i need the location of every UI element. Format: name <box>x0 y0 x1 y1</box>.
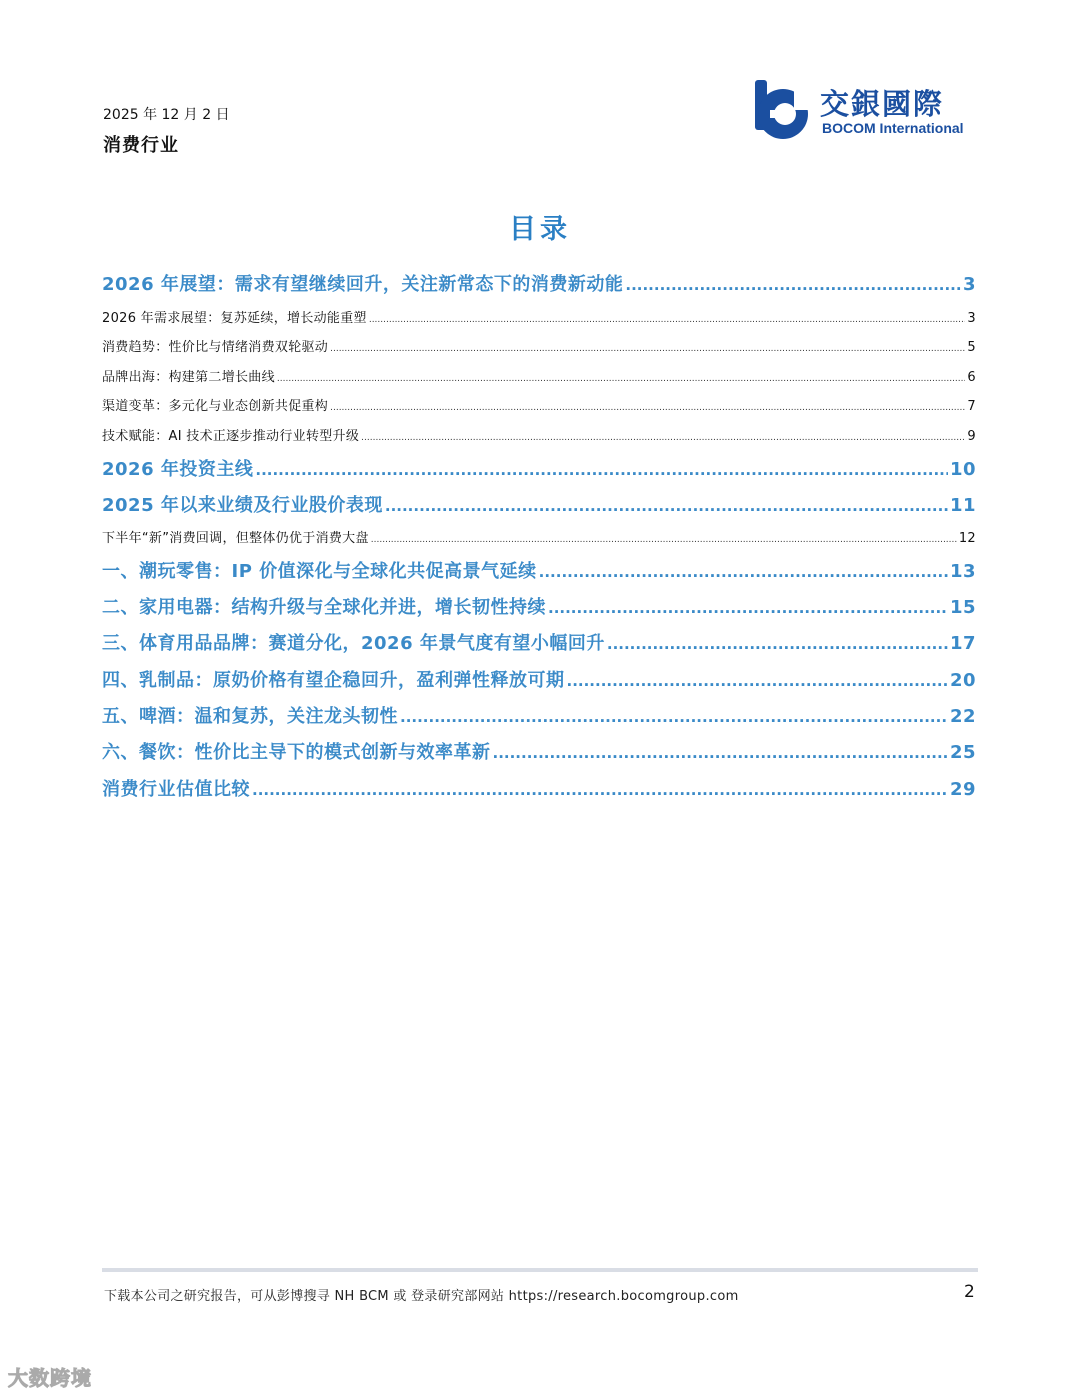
toc-entry-title: 2026 年投资主线 <box>102 459 254 480</box>
toc-entry-page: 15 <box>949 597 976 618</box>
toc-entry-page: 20 <box>949 670 976 691</box>
toc-entry[interactable] <box>102 336 976 355</box>
toc-entry[interactable] <box>102 425 976 444</box>
toc-entry[interactable] <box>102 593 976 619</box>
toc-entry-title: 2025 年以来业绩及行业股价表现 <box>102 495 383 516</box>
watermark: 大数跨境 <box>8 1366 92 1390</box>
toc-entry-page: 13 <box>949 561 976 582</box>
page-number: 2 <box>964 1282 975 1302</box>
toc-entry-title: 技术赋能：AI 技术正逐步推动行业转型升级 <box>102 429 360 444</box>
toc-entry[interactable] <box>102 557 976 583</box>
toc-leader-dots <box>385 497 948 515</box>
header-industry: 消费行业 <box>103 135 179 156</box>
logo-name-en: BOCOM International <box>822 120 964 136</box>
toc-entry-title: 消费行业估值比较 <box>102 779 250 800</box>
toc-entry-title: 渠道变革：多元化与业态创新共促重构 <box>102 399 329 414</box>
toc-entry[interactable] <box>102 738 976 764</box>
toc-leader-dots <box>400 708 948 726</box>
toc-entry-page: 11 <box>949 495 976 516</box>
toc-leader-dots <box>371 535 957 545</box>
logo-name-cn: 交銀國際 <box>820 87 945 121</box>
toc-leader-dots <box>255 461 948 479</box>
toc-entry[interactable] <box>102 629 976 655</box>
toc-entry-page: 7 <box>967 399 976 414</box>
toc-leader-dots <box>361 433 965 443</box>
header-date: 2025 年 12 月 2 日 <box>103 107 230 123</box>
footer-text: 下载本公司之研究报告，可从彭博搜寻 NH BCM 或 登录研究部网站 https://research.bocomgroup.com <box>104 1289 739 1304</box>
toc-entry-title: 二、家用电器：结构升级与全球化并进，增长韧性持续 <box>102 597 546 618</box>
toc-entry[interactable] <box>102 366 976 385</box>
toc-leader-dots <box>252 781 948 799</box>
toc-leader-dots <box>330 344 965 354</box>
toc-entry-title: 五、啤酒：温和复苏，关注龙头韧性 <box>102 706 398 727</box>
toc-entry-page: 3 <box>962 274 976 295</box>
toc-entry-page: 12 <box>958 531 976 546</box>
toc-entry-title: 三、体育用品品牌：赛道分化，2026 年景气度有望小幅回升 <box>102 633 605 654</box>
toc-entry-title: 品牌出海：构建第二增长曲线 <box>102 370 275 385</box>
toc-entry[interactable] <box>102 270 976 296</box>
toc-entry-page: 25 <box>949 742 976 763</box>
toc-entry-page: 3 <box>967 311 976 326</box>
toc-entry[interactable] <box>102 702 976 728</box>
toc-entry[interactable] <box>102 527 976 546</box>
footer-divider <box>102 1268 978 1272</box>
toc-entry-page: 9 <box>967 429 976 444</box>
toc-entry[interactable] <box>102 455 976 481</box>
toc-entry[interactable] <box>102 395 976 414</box>
toc-entry-title: 2026 年需求展望：复苏延续，增长动能重塑 <box>102 311 367 326</box>
toc-leader-dots <box>369 315 966 325</box>
toc-leader-dots <box>330 403 965 413</box>
toc-leader-dots <box>607 635 948 653</box>
toc-entry-page: 10 <box>949 459 976 480</box>
toc-title: 目录 <box>509 214 571 245</box>
toc-entry-title: 一、潮玩零售：IP 价值深化与全球化共促高景气延续 <box>102 561 537 582</box>
toc-entry[interactable] <box>102 491 976 517</box>
toc-leader-dots <box>548 599 948 617</box>
toc-entry-page: 17 <box>949 633 976 654</box>
toc-entry[interactable] <box>102 775 976 801</box>
toc-leader-dots <box>625 276 961 294</box>
toc-entry-title: 下半年“新”消费回调，但整体仍优于消费大盘 <box>102 531 369 546</box>
toc-leader-dots <box>277 374 966 384</box>
company-logo <box>752 78 982 142</box>
toc-leader-dots <box>493 744 948 762</box>
toc-entry-title: 2026 年展望：需求有望继续回升，关注新常态下的消费新动能 <box>102 274 624 295</box>
toc-entry-page: 6 <box>967 370 976 385</box>
toc-entry-page: 5 <box>967 340 976 355</box>
toc-entry[interactable] <box>102 666 976 692</box>
toc-entry-page: 22 <box>949 706 976 727</box>
toc-leader-dots <box>567 672 948 690</box>
toc-entry-title: 六、餐饮：性价比主导下的模式创新与效率革新 <box>102 742 491 763</box>
toc-entry-title: 消费趋势：性价比与情绪消费双轮驱动 <box>102 340 329 355</box>
toc-entry-title: 四、乳制品：原奶价格有望企稳回升，盈利弹性释放可期 <box>102 670 565 691</box>
bocom-logo-icon <box>752 78 814 142</box>
toc-leader-dots <box>539 563 948 581</box>
toc-entry[interactable] <box>102 307 976 326</box>
toc-entry-page: 29 <box>949 779 976 800</box>
